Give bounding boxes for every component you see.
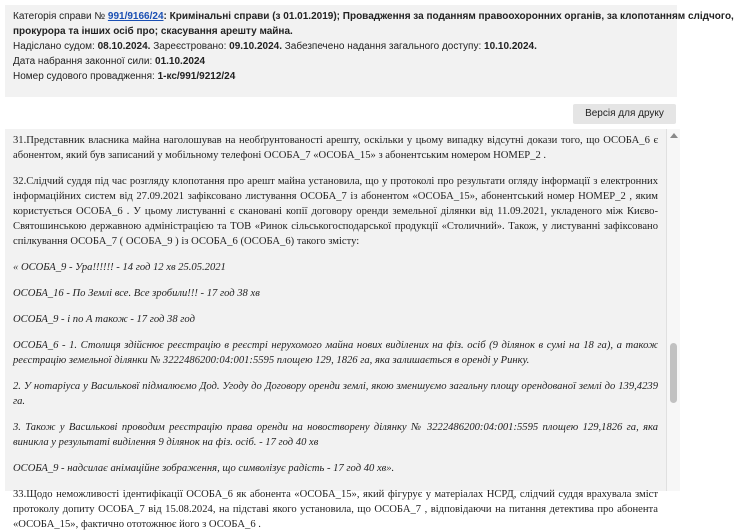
quote-line: ОСОБА_9 - надсилає анімаційне зображення, що символізує радість - 17 год 40 хв». <box>13 463 395 474</box>
registered-label: Зареєстровано: <box>153 41 227 52</box>
access-label: Забезпечено надання загального доступу: <box>284 41 482 52</box>
paragraph-33: 33.Щодо неможливості ідентифікації ОСОБА_6 як абонента «ОСОБА_15», який фігурує у матеріалах НСРД, слідчий суддя врахувала зміст протоколу допиту ОСОБА_7 від 15.08.2024, на підставі якого установила, що ОСОБА_7 , відповідаючи на питання детектива про абонента «ОСОБА_15», фактично ототожнює його з ОСОБА_6 . <box>13 489 658 530</box>
print-version-button[interactable]: Версія для друку <box>573 104 676 124</box>
case-number-link[interactable]: 991/9166/24 <box>107 11 164 22</box>
proceeding-line <box>13 69 669 84</box>
proceeding-number: 1-кс/991/9212/24 <box>157 71 236 82</box>
document-text <box>5 129 666 530</box>
category-value-continued: прокурора та інших осіб про; скасування арешту майна. <box>13 26 293 37</box>
quote-line: 2. У нотаріуса у Васильковї підмалюємо Дод. Угоду до Договору оренди землі, якою зменшуємо загальну площу орендованої землі до 139,4239 га. <box>13 381 658 407</box>
access-date: 10.10.2024. <box>484 41 537 52</box>
sent-label: Надіслано судом: <box>13 41 95 52</box>
case-category-line-2 <box>13 24 669 39</box>
scroll-up-arrow-icon[interactable] <box>670 133 678 138</box>
dates-line <box>13 39 669 54</box>
category-value: : Кримінальні справи (з 01.01.2019); Провадження за поданням правоохоронних органів, за клопотанням слідчого, <box>163 11 734 22</box>
sent-date: 08.10.2024. <box>97 41 151 52</box>
registered-date: 09.10.2024. <box>229 41 282 52</box>
quote-line: ОСОБА_9 - і по А також - 17 год 38 год <box>13 314 195 325</box>
quote-line: « ОСОБА_9 - Ура!!!!!! - 14 год 12 хв 25.05.2021 <box>13 262 226 273</box>
scrollbar-thumb[interactable] <box>670 343 677 403</box>
effective-date-line <box>13 54 669 69</box>
vertical-scrollbar[interactable] <box>666 129 680 491</box>
quote-line: 3. Також у Василькові проводим реєстрацію права оренди на новостворену ділянку № 3222486200:04:001:5595 площею 129,1826 га, яка виникла у результаті виділення 9 ділянок на фіз. осіб. - 17 год 40 хв <box>13 422 658 448</box>
category-label: Категорія справи № <box>13 11 106 22</box>
effective-label: Дата набрання законної сили: <box>13 56 153 67</box>
toolbar <box>0 99 680 129</box>
case-info-panel <box>5 5 734 97</box>
proceeding-label: Номер судового провадження: <box>13 71 155 82</box>
effective-date: 01.10.2024 <box>155 56 206 67</box>
quote-line: ОСОБА_16 - По Землі все. Все зробили!!! - 17 год 38 хв <box>13 288 260 299</box>
paragraph-31: 31.Представник власника майна наголошував на необґрунтованості арешту, оскільки у цьому випадку відсутні докази того, що ОСОБА_6 є абонентом, який був записаний у мобільному телефоні ОСОБА_7 «ОСОБА_15» з абонентським номером НОМЕР_2 . <box>13 135 658 161</box>
paragraph-32: 32.Слідчий суддя під час розгляду клопотання про арешт майна установила, що у протоколі про результати огляду інформації з електронних інформаційних систем від 27.09.2021 зафіксовано листування ОСОБА_7 із абонентом «ОСОБА_15», абонентський номер НОМЕР_2 , яким користується ОСОБА_6 . У цьому листуванні є скановані копії договору оренди земельної ділянки від 11.09.2021, укладеного між Києво-Святошинською державною адміністрацією та ТОВ «Ринок сільськогосподарської продукції «Столичний». Також, у листуванні зафіксовано спілкування ОСОБА_7 ( ОСОБА_9 ) із ОСОБА_6 (ОСОБА_6) такого змісту: <box>13 176 658 247</box>
case-category-line <box>13 9 734 24</box>
quote-line: ОСОБА_6 - 1. Столиця здійснює реєстрацію в реєстрі нерухомого майна нових виділених на фіз. осіб (9 ділянок в сумі на 18 га), а також реєстрацію земельної ділянки № 3222486200:04:001:5595 площею 129, 1826 га, яка залишається в оренді у Ринку. <box>13 340 658 366</box>
